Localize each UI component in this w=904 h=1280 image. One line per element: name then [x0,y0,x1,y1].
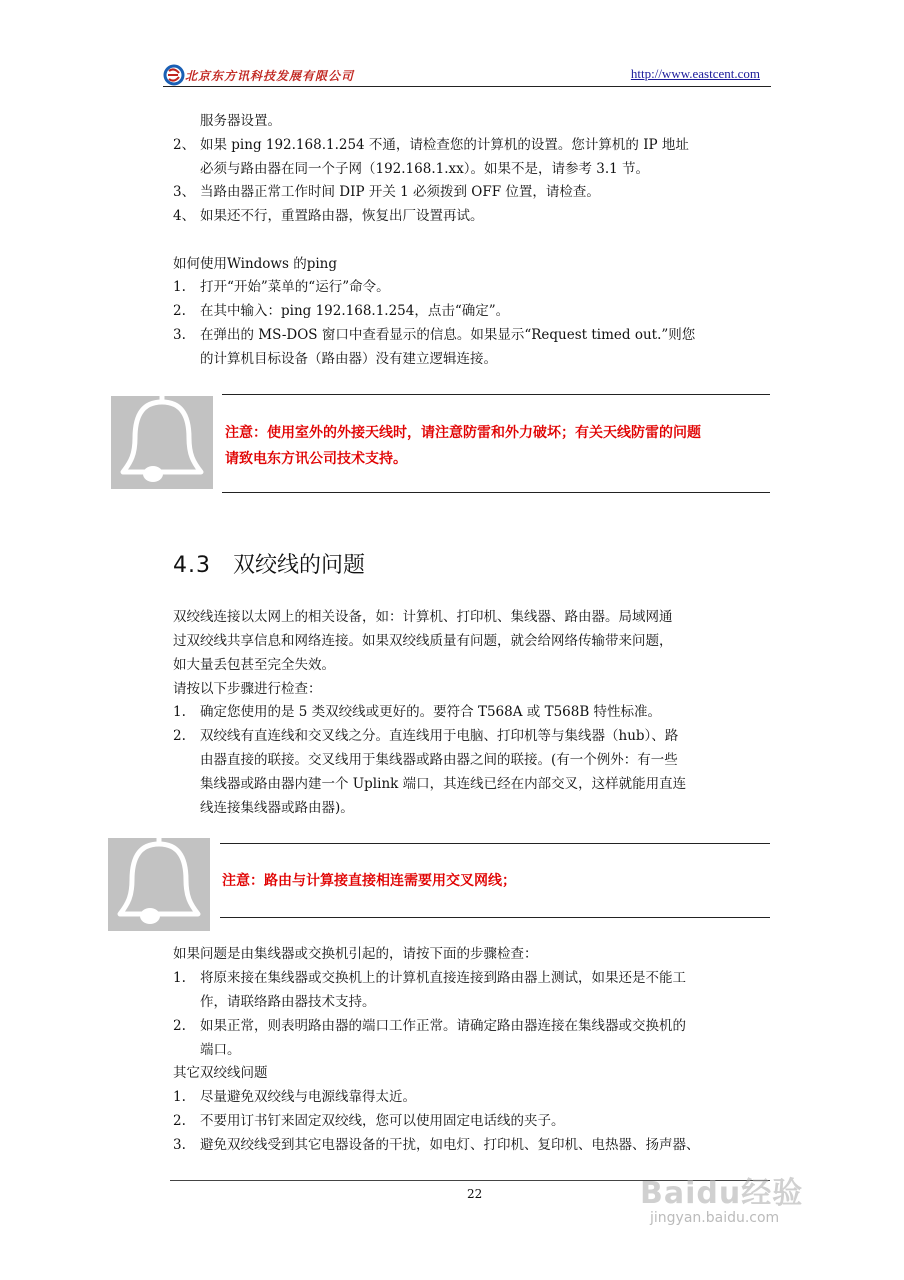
list-item-line: 双绞线有直连线和交叉线之分。直连线用于电脑、打印机等与集线器（hub）、路 [200,728,679,744]
list-item-line: 作，请联络路由器技术支持。 [200,994,376,1010]
note-top-rule [220,843,770,844]
intro-line: 双绞线连接以太网上的相关设备，如：计算机、打印机、集线器、路由器。局域网通 [173,609,673,625]
list-number: 2、 [173,137,196,153]
note-bottom-rule [222,492,770,493]
section-title: 双绞线的问题 [233,553,366,578]
list-item-line: 在其中输入：ping 192.168.1.254，点击“确定”。 [200,303,510,319]
list-item-line: 避免双绞线受到其它电器设备的干扰，如电灯、打印机、复印机、电热器、扬声器、 [200,1137,700,1153]
list-item-line: 在弹出的 MS-DOS 窗口中查看显示的信息。如果显示“Request timed out.”则您 [200,327,696,343]
list-number: 1. [173,970,186,986]
note-line: 注意：使用室外的外接天线时，请注意防雷和外力破坏；有关天线防雷的问题 [225,425,701,441]
list-item-line: 必须与路由器在同一个子网（192.168.1.xx）。如果不是，请参考 3.1 节。 [200,161,650,177]
continuation-text: 服务器设置。 [200,113,281,129]
company-logo-icon [163,64,185,86]
page-number: 22 [467,1187,483,1201]
header-url-link[interactable]: http://www.eastcent.com [630,66,760,81]
list-item-line: 的计算机目标设备（路由器）没有建立逻辑连接。 [200,351,497,367]
list-number: 3. [173,327,186,343]
watermark-url: jingyan.baidu.com [650,1210,780,1226]
list-number: 2. [173,728,186,744]
note-warning-text [222,868,516,894]
list-number: 3、 [173,184,196,200]
list-item-line: 将原来接在集线器或交换机上的计算机直接连接到路由器上测试，如果还是不能工 [200,970,686,986]
list-number: 1. [173,704,186,720]
header-company-name: 北京东方讯科技发展有限公司 [185,69,355,83]
note-top-rule [222,394,770,395]
list-number: 4、 [173,208,196,224]
intro-line: 过双绞线共享信息和网络连接。如果双绞线质量有问题，就会给网络传输带来问题， [173,633,673,649]
list-item-line: 如果 ping 192.168.1.254 不通，请检查您的计算机的设置。您计算机的 IP 地址 [200,137,689,153]
ping-section-title: 如何使用Windows 的ping [173,256,337,272]
note-bell-icon [108,838,210,931]
watermark-brand: Baidu经验 [640,1176,804,1211]
list-item-line: 当路由器正常工作时间 DIP 开关 1 必须拨到 OFF 位置，请检查。 [200,184,600,200]
list-item-line: 由器直接的联接。交叉线用于集线器或路由器之间的联接。(有一个例外：有一些 [200,752,678,768]
list-number: 3. [173,1137,186,1153]
list-item-line: 确定您使用的是 5 类双绞线或更好的。要符合 T568A 或 T568B 特性标准。 [200,704,662,720]
list-item-line: 集线器或路由器内建一个 Uplink 端口，其连线已经在内部交叉，这样就能用直连 [200,776,687,792]
list-item-line: 不要用订书钉来固定双绞线，您可以使用固定电话线的夹子。 [200,1113,565,1129]
header-divider [163,86,771,87]
note-bell-icon [111,396,213,489]
list-item-line: 打开“开始”菜单的“运行”命令。 [200,279,390,295]
list-number: 1. [173,279,186,295]
note-line: 请致电东方讯公司技术支持。 [225,451,407,467]
section-number: 4.3 [173,553,211,578]
list-number: 2. [173,1018,186,1034]
intro-line: 如大量丢包甚至完全失效。 [173,657,335,673]
section-heading [173,548,365,579]
list-item-line: 如果还不行，重置路由器，恢复出厂设置再试。 [200,208,484,224]
list-item-line: 端口。 [200,1042,241,1058]
list-item-line: 线连接集线器或路由器)。 [200,800,354,816]
list-number: 2. [173,303,186,319]
list-item-line: 尽量避免双绞线与电源线靠得太近。 [200,1089,416,1105]
list-number: 2. [173,1113,186,1129]
note-warning-text [225,420,701,472]
list-number: 1. [173,1089,186,1105]
list-item-line: 如果正常，则表明路由器的端口工作正常。请确定路由器连接在集线器或交换机的 [200,1018,686,1034]
steps-title: 请按以下步骤进行检查： [173,681,322,697]
other-section-title: 其它双绞线问题 [173,1065,268,1081]
note-bottom-rule [220,917,770,918]
hub-section-title: 如果问题是由集线器或交换机引起的，请按下面的步骤检查： [173,946,538,962]
note-line: 注意：路由与计算接直接相连需要用交叉网线； [222,873,516,889]
